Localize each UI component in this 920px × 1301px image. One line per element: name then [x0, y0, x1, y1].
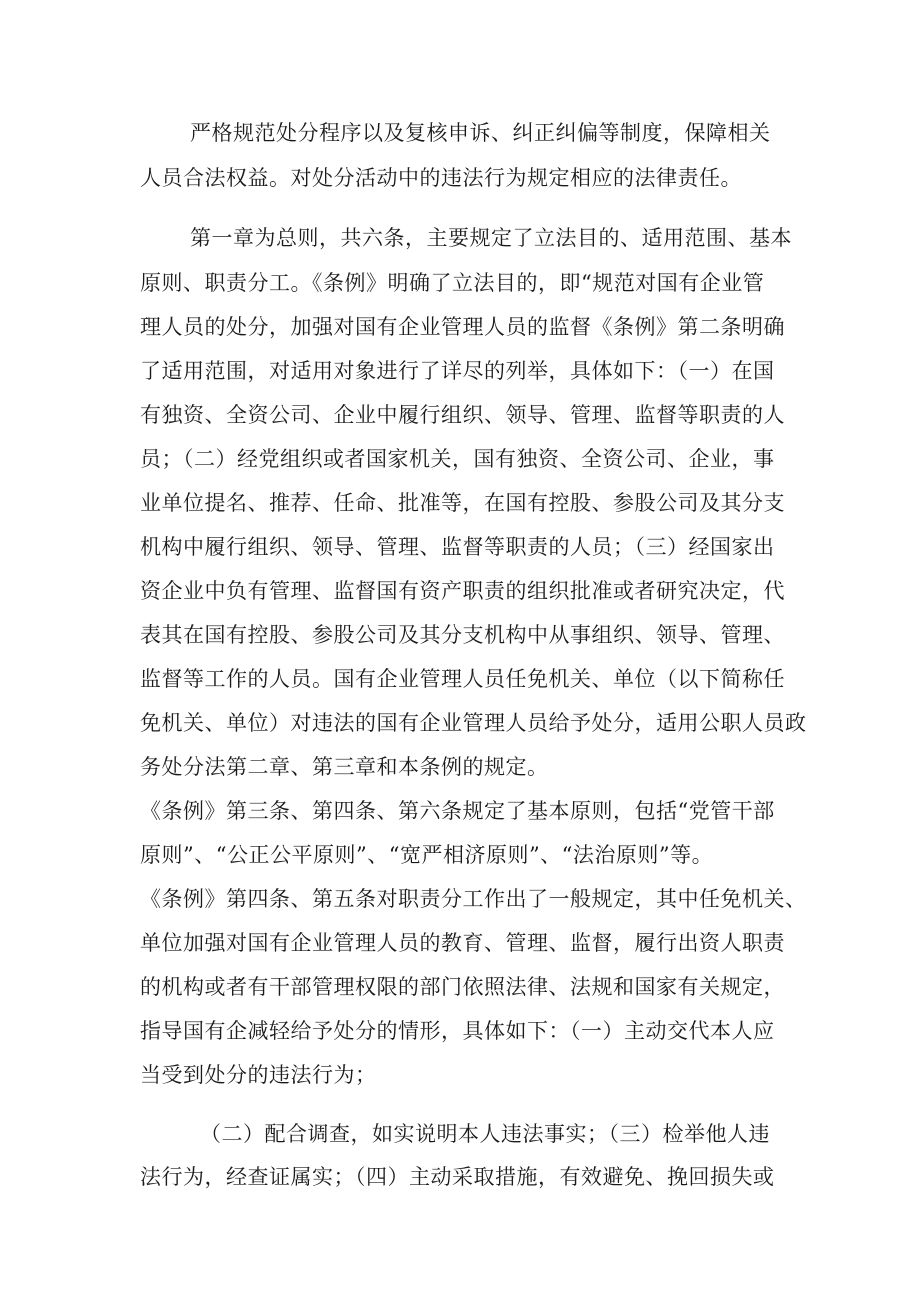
- text-line: 务处分法第二章、第三章和本条例的规定。: [140, 755, 549, 779]
- text-line: 表其在国有控股、参股公司及其分支机构中从事组织、领导、管理、: [140, 623, 785, 647]
- text-line: 业单位提名、推荐、任命、批准等，在国有控股、参股公司及其分支: [140, 491, 785, 515]
- text-line: 单位加强对国有企业管理人员的教育、管理、监督，履行出资人职责: [140, 931, 785, 955]
- text-line: 免机关、单位）对违法的国有企业管理人员给予处分，适用公职人员政: [140, 711, 807, 735]
- text-line: 第一章为总则，共六条，主要规定了立法目的、适用范围、基本: [190, 226, 792, 250]
- text-line: 原则、职责分工。《条例》明确了立法目的，即“规范对国有企业管: [140, 271, 765, 295]
- text-line: 有独资、全资公司、企业中履行组织、领导、管理、监督等职责的人: [140, 403, 785, 427]
- text-line: （二）配合调查，如实说明本人违法事实；（三）检举他人违: [200, 1122, 770, 1146]
- text-line: 了适用范围，对适用对象进行了详尽的列举，具体如下：（一）在国: [140, 359, 775, 383]
- text-line: 机构中履行组织、领导、管理、监督等职责的人员；（三）经国家出: [140, 535, 775, 559]
- text-line: 监督等工作的人员。国有企业管理人员任免机关、单位（以下简称任: [140, 667, 785, 691]
- text-line: 指导国有企减轻给予处分的情形，具体如下：（一）主动交代本人应: [140, 1019, 775, 1043]
- text-line: 人员合法权益。对处分活动中的违法行为规定相应的法律责任。: [140, 166, 742, 190]
- text-line: 当受到处分的违法行为；: [140, 1063, 377, 1087]
- text-line: 的机构或者有干部管理权限的部门依照法律、法规和国家有关规定，: [140, 975, 785, 999]
- text-line: 《条例》第三条、第四条、第六条规定了基本原则，包括“党管干部: [140, 799, 775, 823]
- text-line: 员；（二）经党组织或者国家机关，国有独资、全资公司、企业，事: [140, 447, 775, 471]
- text-line: 《条例》第四条、第五条对职责分工作出了一般规定，其中任免机关、: [140, 887, 807, 911]
- text-line: 理人员的处分，加强对国有企业管理人员的监督《条例》第二条明确: [140, 315, 785, 339]
- text-line: 资企业中负有管理、监督国有资产职责的组织批准或者研究决定，代: [140, 579, 785, 603]
- text-line: 原则”、“公正公平原则”、“宽严相济原则”、“法治原则”等。: [140, 843, 714, 867]
- text-line: 严格规范处分程序以及复核申诉、纠正纠偏等制度，保障相关: [190, 121, 771, 145]
- text-line: 法行为，经查证属实；（四）主动采取措施，有效避免、挽回损失或: [140, 1165, 775, 1189]
